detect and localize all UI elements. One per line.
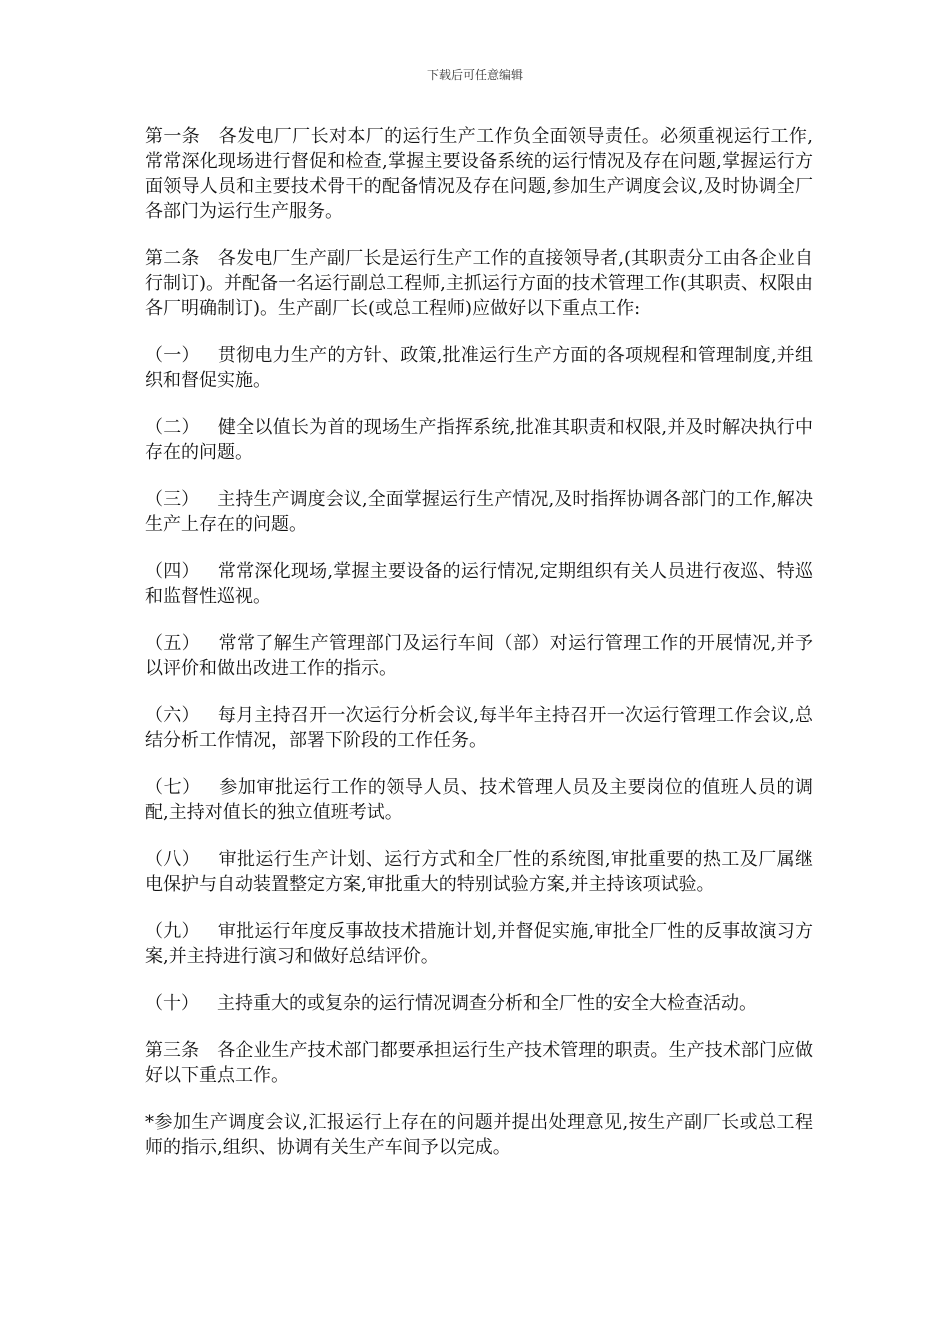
paragraph-text: 各发电厂厂长对本厂的运行生产工作负全面领导责任。必须重视运行工作,常常深化现场进行督促和检查,掌握主要设备系统的运行情况及存在问题,掌握运行方面领导人员和主要技术骨干的配备情况及存在问题,参加生产调度会议,及时协调全厂各部门为运行生产服务。 — [145, 126, 814, 222]
paragraph-label: （二） — [145, 417, 200, 438]
item-8 — [145, 847, 813, 897]
paragraph-label: （五） — [145, 633, 201, 654]
paragraph-text: 参加审批运行工作的领导人员、技术管理人员及主要岗位的值班人员的调配,主持对值长的独立值班考试。 — [145, 777, 814, 823]
paragraph-text: 各企业生产技术部门都要承担运行生产技术管理的职责。生产技术部门应做好以下重点工作。 — [145, 1040, 814, 1086]
item-7 — [145, 775, 813, 825]
item-2 — [145, 415, 813, 465]
paragraph-label: （三） — [145, 489, 200, 510]
item-3 — [145, 487, 813, 537]
item-6 — [145, 703, 813, 753]
paragraph-text: 各发电厂生产副厂长是运行生产工作的直接领导者,(其职责分工由各企业自行制订)。并配备一名运行副总工程师,主抓运行方面的技术管理工作(其职责、权限由各厂明确制订)。生产副厂长(或总工程师)应做好以下重点工作: — [145, 248, 813, 319]
paragraph-label: 第三条 — [145, 1040, 200, 1061]
bullet-marker: * — [145, 1112, 154, 1133]
paragraph-text: 主持生产调度会议,全面掌握运行生产情况,及时指挥协调各部门的工作,解决生产上存在的问题。 — [145, 489, 814, 535]
paragraph-text: 贯彻电力生产的方针、政策,批准运行生产方面的各项规程和管理制度,并组织和督促实施。 — [145, 345, 813, 391]
paragraph-text: 每月主持召开一次运行分析会议,每半年主持召开一次运行管理工作会议,总结分析工作情况，部署下阶段的工作任务。 — [145, 705, 813, 751]
paragraph-label: （十） — [145, 993, 199, 1014]
item-1 — [145, 343, 813, 393]
paragraph-text: 主持重大的或复杂的运行情况调查分析和全厂性的安全大检查活动。 — [217, 993, 757, 1014]
paragraph-label: （九） — [145, 921, 200, 942]
bullet-item — [145, 1110, 813, 1160]
paragraph-text: 健全以值长为首的现场生产指挥系统,批准其职责和权限,并及时解决执行中存在的问题。 — [145, 417, 813, 463]
article-3 — [145, 1038, 813, 1088]
paragraph-label: 第二条 — [145, 248, 200, 269]
paragraph-text: 常常了解生产管理部门及运行车间（部）对运行管理工作的开展情况,并予以评价和做出改进工作的指示。 — [145, 633, 814, 679]
paragraph-text: 参加生产调度会议,汇报运行上存在的问题并提出处理意见,按生产副厂长或总工程师的指示,组织、协调有关生产车间予以完成。 — [145, 1112, 813, 1158]
article-1 — [145, 124, 813, 224]
item-4 — [145, 559, 813, 609]
item-9 — [145, 919, 813, 969]
paragraph-text: 审批运行年度反事故技术措施计划,并督促实施,审批全厂性的反事故演习方案,并主持进行演习和做好总结评价。 — [145, 921, 813, 967]
paragraph-label: （八） — [145, 849, 201, 870]
paragraph-label: 第一条 — [145, 126, 201, 147]
paragraph-label: （七） — [145, 777, 201, 798]
article-2 — [145, 246, 813, 321]
paragraph-label: （六） — [145, 705, 200, 726]
item-10 — [145, 991, 813, 1016]
paragraph-label: （四） — [145, 561, 200, 582]
paragraph-text: 常常深化现场,掌握主要设备的运行情况,定期组织有关人员进行夜巡、特巡和监督性巡视。 — [145, 561, 813, 607]
item-5 — [145, 631, 813, 681]
paragraph-label: （一） — [145, 345, 200, 366]
page-header-note: 下载后可任意编辑 — [426, 68, 523, 82]
paragraph-text: 审批运行生产计划、运行方式和全厂性的系统图,审批重要的热工及厂属继电保护与自动装置整定方案,审批重大的特别试验方案,并主持该项试验。 — [145, 849, 814, 895]
document-body — [145, 124, 813, 1182]
